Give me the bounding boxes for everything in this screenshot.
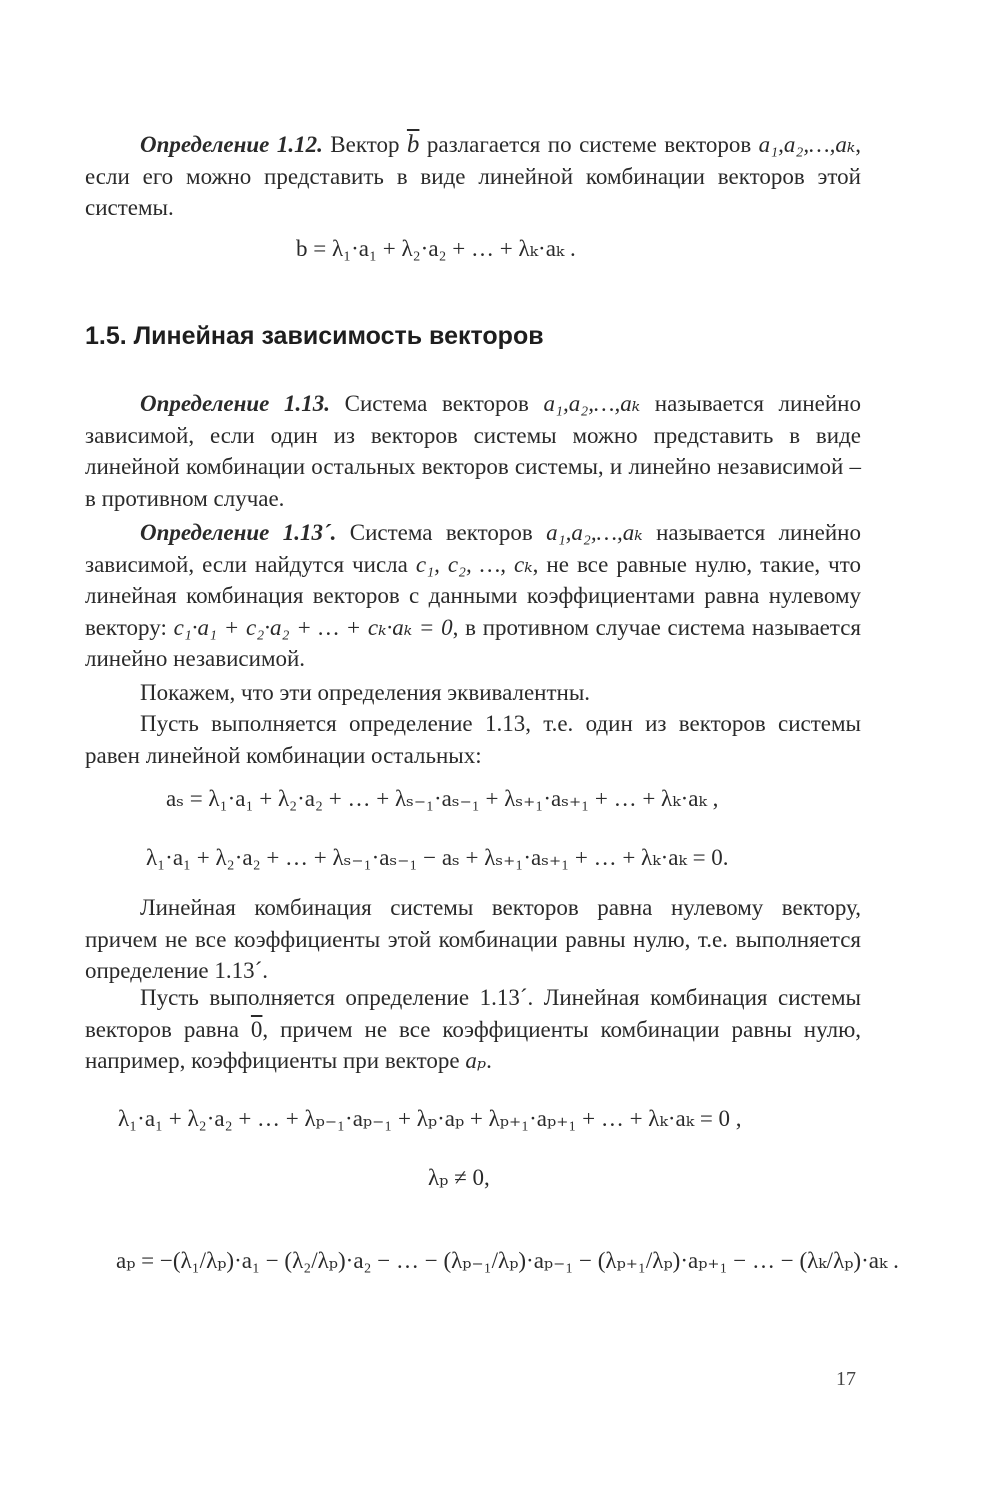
zero-combination: c₁·a₁ + c₂·a₂ + … + cₖ·aₖ = 0 xyxy=(173,614,453,640)
vector-ap: aₚ xyxy=(465,1048,487,1073)
definition-label: Определение 1.13´. xyxy=(140,520,337,545)
vector-list: a₁,a₂,…,aₖ xyxy=(546,520,643,545)
equation-as-combination: aₛ = λ₁·a₁ + λ₂·a₂ + … + λₛ₋₁·aₛ₋₁ + λₛ₊₁·aₛ₊₁ + … + λₖ·aₖ , xyxy=(166,786,719,811)
equation-p-combination: λ₁·a₁ + λ₂·a₂ + … + λₚ₋₁·aₚ₋₁ + λₚ·aₚ + λₚ₊₁·aₚ₊₁ + … + λₖ·aₖ = 0 , xyxy=(118,1106,742,1131)
definition-1-13: Определение 1.13. Система векторов a₁,a₂,…,aₖ называется линейно зависимой, если один из векторов системы можно представить в виде линейной комбинации остальных векторов системы, и линейно независимой – в противном случае. xyxy=(85,391,861,511)
equation-ap-expression: aₚ = −(λ₁/λₚ)·a₁ − (λ₂/λₚ)·a₂ − … − (λₚ₋₁/λₚ)·aₚ₋₁ − (λₚ₊₁/λₚ)·aₚ₊₁ − … − (λₖ/λₚ)·aₖ . xyxy=(116,1248,899,1273)
paragraph-proof-backward: Пусть выполняется определение 1.13´. Линейная комбинация системы векторов равна 0, причем не все коэффициенты комбинации равны нулю, например, коэффициенты при векторе aₚ. xyxy=(85,985,862,1073)
vector-list: a₁,a₂,…,aₖ xyxy=(758,132,856,157)
definition-1-13-prime: Определение 1.13´. Система векторов a₁,a₂,…,aₖ называется линейно зависимой, если найдутся числа c₁, c₂, …, cₖ, не все равные нулю, такие, что линейная комбинация векторов с данными коэффициентами равна нулевому вектору: c₁·a₁ + c₂·a₂ + … + cₖ·aₖ = 0, в противном случае система называется линейно независимой. xyxy=(85,520,862,671)
paragraph-proof-forward: Пусть выполняется определение 1.13, т.е. один из векторов системы равен линейной комбинации остальных: xyxy=(85,711,861,768)
definition-1-12: Определение 1.12. Вектор $\overline{b}$ разлагается по системе векторов a₁,a₂,…,aₖ, если его можно представить в виде линейной комбинации векторов этой системы. xyxy=(85,131,861,220)
definition-label: Определение 1.12. xyxy=(140,132,323,157)
definition-label: Определение 1.13. xyxy=(140,391,330,416)
section-heading: 1.5. Линейная зависимость векторов xyxy=(85,322,544,350)
coefficients: c₁, c₂, …, cₖ xyxy=(415,551,533,577)
equation-decomposition: b = λ₁·a₁ + λ₂·a₂ + … + λₖ·aₖ . xyxy=(296,236,576,261)
paragraph-conclusion: Линейная комбинация системы векторов равна нулевому вектору, причем не все коэффициенты этой комбинации равны нулю, т.е. выполняется определение 1.13´. xyxy=(85,895,861,983)
vector-list: a₁,a₂,…,aₖ xyxy=(543,391,641,416)
zero-vector: 0 xyxy=(250,1016,263,1042)
equation-zero-combination: λ₁·a₁ + λ₂·a₂ + … + λₛ₋₁·aₛ₋₁ − aₛ + λₛ₊₁·aₛ₊₁ + … + λₖ·aₖ = 0. xyxy=(146,845,729,870)
equation-lambda-nonzero: λₚ ≠ 0, xyxy=(428,1165,490,1190)
page-number: 17 xyxy=(836,1368,856,1390)
vector-b: $\overline{b}$ xyxy=(406,131,420,158)
paragraph-equivalence: Покажем, что эти определения эквивалентны. xyxy=(140,680,591,705)
